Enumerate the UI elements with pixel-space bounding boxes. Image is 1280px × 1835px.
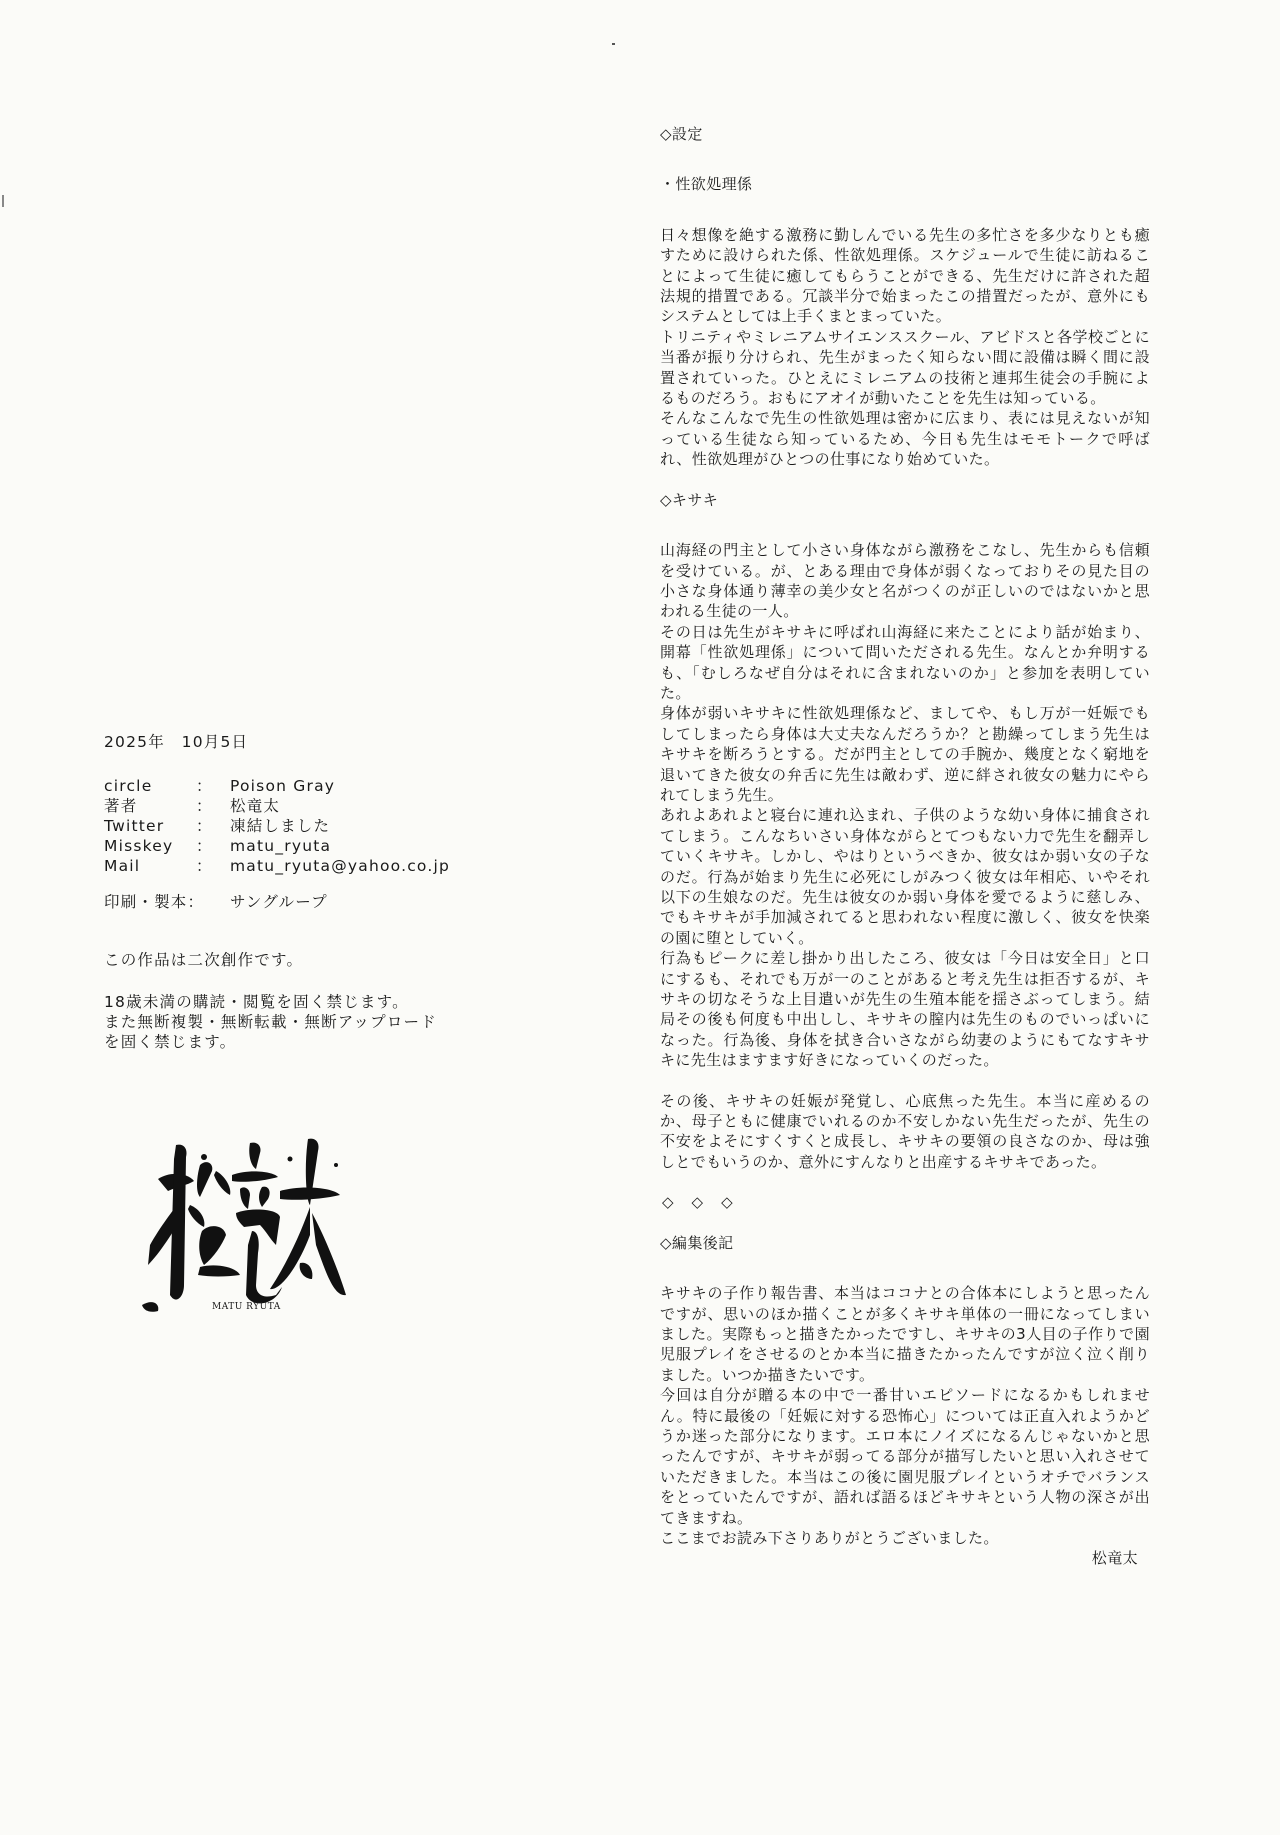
publish-date: 2025年 10月5日: [104, 733, 249, 751]
postscript-paragraph: キサキの子作り報告書、本当はココナとの合体本にしようと思ったんですが、思いのほか描くことが多くキサキ単体の一冊になってしまいました。実際もっと描きたかったですし、キサキの3人目の子作りで園児服プレイをさせるのとか本当に描きたかったんですが泣く泣く削りました。いつか描きたいです。: [660, 1284, 1150, 1384]
credit-key: Mail: [104, 857, 141, 875]
postscript-paragraph: 今回は自分が贈る本の中で一番甘いエピソードになるかもしれません。特に最後の「妊娠に対する恐怖心」については正直入れようかどうか迷った部分になります。エロ本にノイズになるんじゃないかと思ったんですが、キサキが弱ってる部分が描写したいと思い入れさせていただきました。本当はこの後に園児服プレイというオチでバランスをとっていたんですが、語れば語るほどキサキという人物の深さが出てきますね。: [660, 1386, 1150, 1527]
credit-value: 凍結しました: [230, 817, 331, 835]
restriction-notice: [104, 992, 504, 1052]
credit-row-twitter: [104, 816, 504, 836]
afterword-column: [660, 124, 1150, 1569]
credit-key: Misskey: [104, 837, 174, 855]
kisaki-paragraph: その日は先生がキサキに呼ばれ山海経に来たことにより話が始まり、開幕「性欲処理係」について問いただされる先生。なんとか弁明するも、「むしろなぜ自分はそれに含まれないのか」と参加を表明していた。: [660, 622, 1150, 702]
kisaki-paragraph: 身体が弱いキサキに性欲処理係など、ましてや、もし万が一妊娠でもしてしまったら身体は大丈夫なんだろうか？と勘繰ってしまう先生はキサキを断ろうとする。だが門主としての手腕か、幾度となく窮地を退いてきた彼女の弁舌に先生は敵わず、逆に絆され彼女の魅力にやられてしまう先生。: [660, 704, 1150, 804]
kisaki-paragraph: 行為もピークに差し掛かり出したころ、彼女は「今日は安全日」と口にするも、それでも万が一のことがあると考え先生は拒否するが、キサキの切なそうな上目遣いが先生の生殖本能を揺さぶってしまう。結局その後も何度も中出しし、キサキの膣内は先生のものでいっぱいになった。行為後、身体を拭き合いさながら幼妻のようにもてなすキサキに先生はますます好きになっていくのだった。: [660, 949, 1150, 1070]
credit-separator: ：: [196, 777, 213, 795]
credit-row-author: [104, 796, 504, 816]
credit-value: 松竜太: [230, 797, 281, 815]
credits-list: [104, 776, 504, 876]
kisaki-epilogue: その後、キサキの妊娠が発覚し、心底焦った先生。本当に産めるのか、母子ともに健康でいれるのか不安しかない先生だったが、先生の不安をよそにすくすくと成長し、キサキの要領の良さなのか、母は強しとでもいうのか、意外にすんなりと出産するキサキであった。: [660, 1091, 1150, 1171]
postscript-paragraph: ここまでお読み下さりありがとうございました。: [660, 1528, 999, 1547]
kisaki-paragraph: 山海経の門主として小さい身体ながら激務をこなし、先生からも信頼を受けている。が、とある理由で身体が弱くなっておりその見た目の小さな身体通り薄幸の美少女と名がつくのが正しいのではないかと思われる生徒の一人。: [660, 541, 1150, 621]
scan-mark-top: [612, 43, 615, 45]
printer-key: 印刷・製本：: [104, 893, 205, 911]
setting-paragraph: 日々想像を絶する激務に勤しんでいる先生の多忙さを多少なりとも癒すために設けられた係、性欲処理係。スケジュールで生徒に訪ねることによって生徒に癒してもらうことができる、先生だけに許された超法規的措置である。冗談半分で始まったこの措置だったが、意外にもシステムとしては上手くまとまっていた。: [660, 225, 1150, 326]
author-signature: 松竜太: [1091, 1549, 1138, 1568]
credit-value: matu_ryuta@yahoo.co.jp: [230, 857, 451, 875]
kisaki-heading: ◇キサキ: [660, 490, 719, 509]
restriction-line: また無断複製・無断転載・無断アップロード: [104, 1013, 437, 1031]
credit-separator: ：: [196, 857, 213, 875]
credit-row-circle: [104, 776, 504, 796]
setting-subheading: ・性欲処理係: [660, 175, 753, 194]
credit-value: Poison Gray: [230, 777, 336, 795]
restriction-line: を固く禁じます。: [104, 1033, 237, 1051]
printer-row: [104, 892, 504, 912]
credit-separator: ：: [196, 837, 213, 855]
printer-value: サングループ: [230, 893, 328, 911]
restriction-line: 18歳未満の購読・閲覧を固く禁じます。: [104, 993, 409, 1011]
author-calligraphy-logo: [140, 1135, 350, 1320]
section-separator: ◇◇◇: [662, 1193, 751, 1212]
logo-romanized-name: MATU RYUTA: [212, 1302, 281, 1312]
postscript-heading: ◇編集後記: [660, 1233, 734, 1252]
credit-row-mail: [104, 856, 504, 876]
credit-key: 著者: [104, 797, 138, 815]
setting-paragraph: トリニティやミレニアムサイエンススクール、アビドスと各学校ごとに当番が振り分けられ、先生がまったく知らない間に設備は瞬く間に設置されていった。ひとえにミレニアムの技術と連邦生徒会の手腕によるものだろう。おもにアオイが動いたことを先生は知っている。: [660, 327, 1150, 408]
derivative-note: この作品は二次創作です。: [104, 951, 304, 969]
setting-paragraph: そんなこんなで先生の性欲処理は密かに広まり、表には見えないが知っている生徒なら知っているため、今日も先生はモモトークで呼ばれ、性欲処理がひとつの仕事になり始めていた。: [660, 409, 1150, 469]
credit-key: Twitter: [104, 817, 165, 835]
colophon: [104, 730, 504, 1052]
credit-row-misskey: [104, 836, 504, 856]
scan-mark-left: [2, 195, 4, 207]
setting-heading: ◇設定: [660, 125, 703, 143]
kisaki-paragraph: あれよあれよと寝台に連れ込まれ、子供のような幼い身体に捕食されてしまう。こんなちいさい身体ながらとてつもない力で先生を翻弄していくキサキ。しかし、やはりというべきか、彼女はか弱い女の子なのだ。行為が始まり先生に必死にしがみつく彼女は年相応、いやそれ以下の生娘なのだ。先生は彼女のか弱い身体を愛でるように慈しみ、でもキサキが手加減されてると思われない程度に激しく、彼女を快楽の園に堕としていく。: [660, 806, 1150, 947]
credit-separator: ：: [196, 797, 213, 815]
credit-separator: ：: [196, 817, 213, 835]
credit-value: matu_ryuta: [230, 837, 332, 855]
credit-key: circle: [104, 777, 153, 795]
